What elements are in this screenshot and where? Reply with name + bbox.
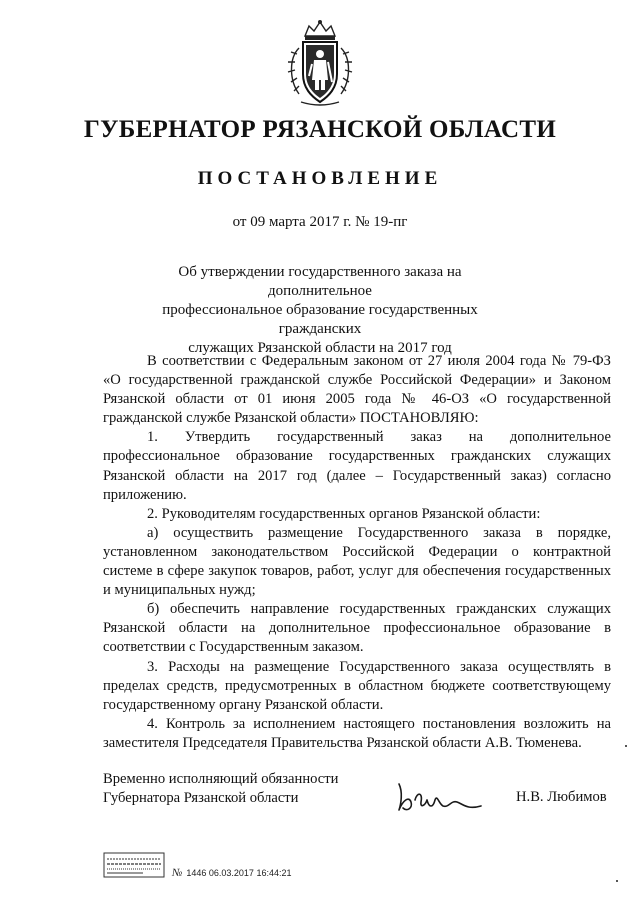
document-type: ПОСТАНОВЛЕНИЕ (197, 168, 443, 189)
issuer-title: ГУБЕРНАТОР РЯЗАНСКОЙ ОБЛАСТИ (83, 116, 557, 143)
registration-number-date: 1446 06.03.2017 16:44:21 (186, 868, 292, 878)
registration-mark (172, 867, 372, 879)
ryazan-coat-of-arms-icon (285, 18, 355, 108)
clause-3: 3. Расходы на размещение Государственного заказа осуществлять в пределах средств, предусмотренных в областном бюджете соответствующему государственному органу Рязанской области. (103, 658, 611, 713)
clause-4: 4. Контроль за исполнением настоящего постановления возложить на заместителя Председателя Правительства Рязанской области А.В. Тюменева. (103, 715, 611, 751)
preamble-paragraph: В соответствии с Федеральным законом от 27 июля 2004 года № 79-ФЗ «О государственной гражданской службе Российской Федерации» и Законом Рязанской области от 01 июня 2005 года № 46-ОЗ «О государственной гражданской службе Рязанской области» ПОСТАНОВЛЯЮ: (103, 353, 611, 427)
clause-2: 2. Руководителям государственных органов Рязанской области: (147, 505, 541, 522)
signatory-position (103, 770, 363, 808)
subject-line: Об утверждении государственного заказа на дополнительное (178, 264, 462, 299)
registration-number-sign: № (172, 867, 183, 879)
document-date-number: от 09 марта 2017 г. № 19-пг (232, 214, 408, 230)
document-body (103, 352, 611, 753)
clause-2b: б) обеспечить направление государственных гражданских служащих Рязанской области на дополнительное профессиональное образование в соответствии с Государственным заказом. (103, 601, 611, 656)
clause-1: 1. Утвердить государственный заказ на дополнительное профессиональное образование государственных гражданских служащих Рязанской области на 2017 год (далее – Государственный заказ) согласно приложению. (103, 429, 611, 503)
scan-speck (616, 880, 618, 882)
document-subject (140, 263, 500, 358)
scan-speck (625, 745, 627, 747)
position-line: Временно исполняющий обязанности (103, 771, 339, 787)
clause-2a: а) осуществить размещение Государственного заказа в порядке, установленном законодательством Российской Федерации о контрактной системе в сфере закупок товаров, работ, услуг для обеспечения государственных и муниципальных нужд; (103, 524, 611, 599)
subject-line: служащих Рязанской области на 2017 год (188, 340, 452, 356)
signatory-name: Н.В. Любимов (516, 789, 607, 805)
position-line: Губернатора Рязанской области (103, 790, 299, 806)
registration-stamp-icon (103, 852, 165, 878)
handwritten-signature-icon (393, 770, 493, 820)
subject-line: профессиональное образование государственных гражданских (162, 302, 478, 337)
